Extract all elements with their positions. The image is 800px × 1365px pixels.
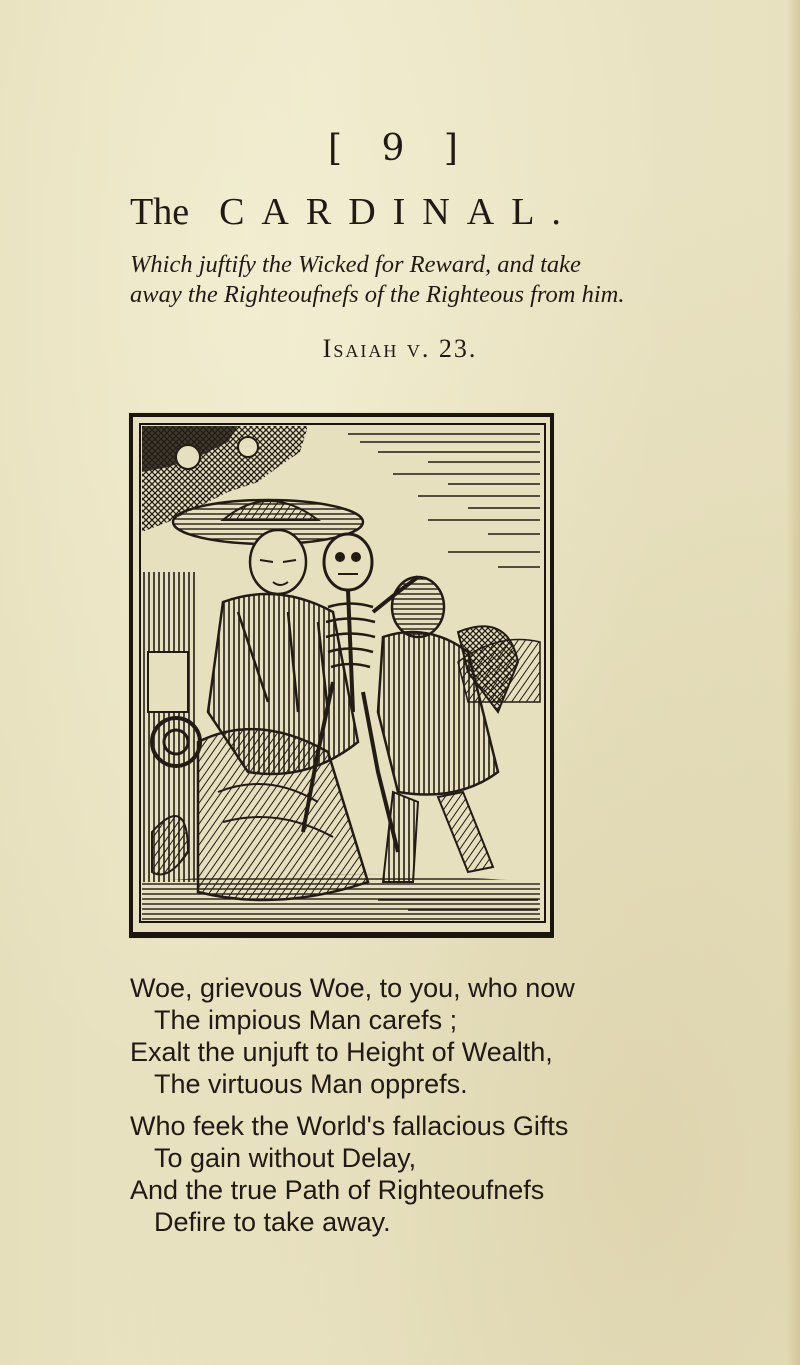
verse-line: To gain without Delay, <box>154 1143 417 1173</box>
verse-stanza-2 <box>130 1110 568 1238</box>
page-edge-shadow <box>786 0 800 1365</box>
verse-line: Exalt the unjuft to Height of Wealth, <box>130 1037 553 1067</box>
heading-prefix: The <box>130 191 190 233</box>
verse-line: Who feek the World's fallacious Gifts <box>130 1111 569 1141</box>
verse-stanza-1 <box>130 972 575 1100</box>
epigraph-line-2: away the Righteoufnefs of the Righteous from him. <box>130 281 625 308</box>
verse-line: The virtuous Man opprefs. <box>154 1069 468 1099</box>
page-heading <box>130 190 578 234</box>
epigraph-line-1: Which juftify the Wicked for Reward, and take <box>130 251 581 278</box>
verse-line: And the true Path of Righteoufnefs <box>130 1175 545 1205</box>
page-number: [ 9 ] <box>328 128 472 169</box>
heading-title: CARDINAL. <box>219 191 578 233</box>
scripture-citation: Isaiah v. 23. <box>322 334 478 363</box>
verse-line: The impious Man carefs ; <box>154 1005 458 1035</box>
verse-line: Defire to take away. <box>154 1207 391 1237</box>
woodcut-illustration <box>128 412 555 939</box>
verse-line: Woe, grievous Woe, to you, who now <box>130 973 575 1003</box>
epigraph <box>130 250 690 310</box>
